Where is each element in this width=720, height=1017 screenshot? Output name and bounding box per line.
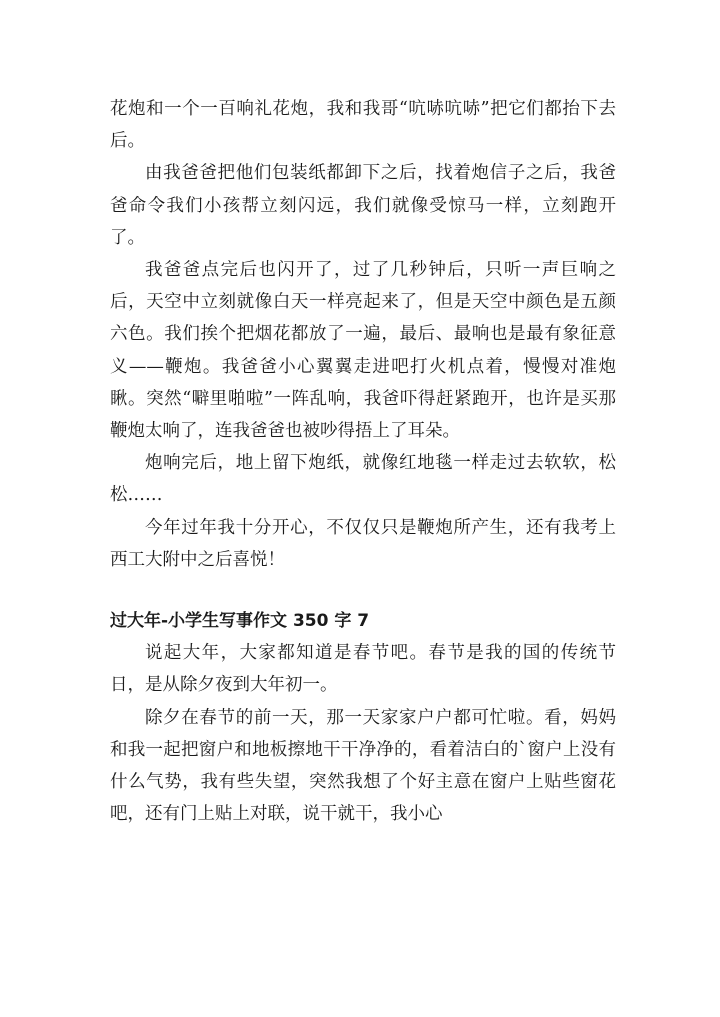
paragraph: 花炮和一个一百响礼花炮，我和我哥“吭哧吭哧”把它们都抬下去后。: [110, 99, 616, 152]
paragraph: 由我爸爸把他们包装纸都卸下之后，找着炮信子之后，我爸爸命令我们小孩帮立刻闪远，我们就像受惊马一样，立刻跑开了。: [110, 163, 616, 248]
paragraph: 说起大年，大家都知道是春节吧。春节是我的国的传统节日，是从除夕夜到大年初一。: [110, 643, 616, 696]
paragraph: 我爸爸点完后也闪开了，过了几秒钟后，只听一声巨响之后，天空中立刻就像白天一样亮起来了，但是天空中颜色是五颜六色。我们挨个把烟花都放了一遍，最后、最响也是最有象征意义——鞭炮。我爸爸小心翼翼走进吧打火机点着，慢慢对准炮瞅。突然“噼里啪啦”一阵乱响，我爸吓得赶紧跑开，也许是买那鞭炮太响了，连我爸爸也被吵得捂上了耳朵。: [110, 260, 616, 442]
paragraph: 今年过年我十分开心，不仅仅只是鞭炮所产生，还有我考上西工大附中之后喜悦！: [110, 517, 616, 570]
document-body: [110, 93, 616, 830]
paragraph: 炮响完后，地上留下炮纸，就像红地毯一样走过去软软，松松……: [110, 453, 616, 506]
section-title: 过大年-小学生写事作文 350 字 7: [110, 611, 370, 632]
paragraph: 除夕在春节的前一天，那一天家家户户都可忙啦。看，妈妈和我一起把窗户和地板擦地干干净净的，看着洁白的`窗户上没有什么气势，我有些失望，突然我想了个好主意在窗户上贴些窗花吧，还有门上贴上对联，说干就干，我小心: [110, 707, 616, 825]
